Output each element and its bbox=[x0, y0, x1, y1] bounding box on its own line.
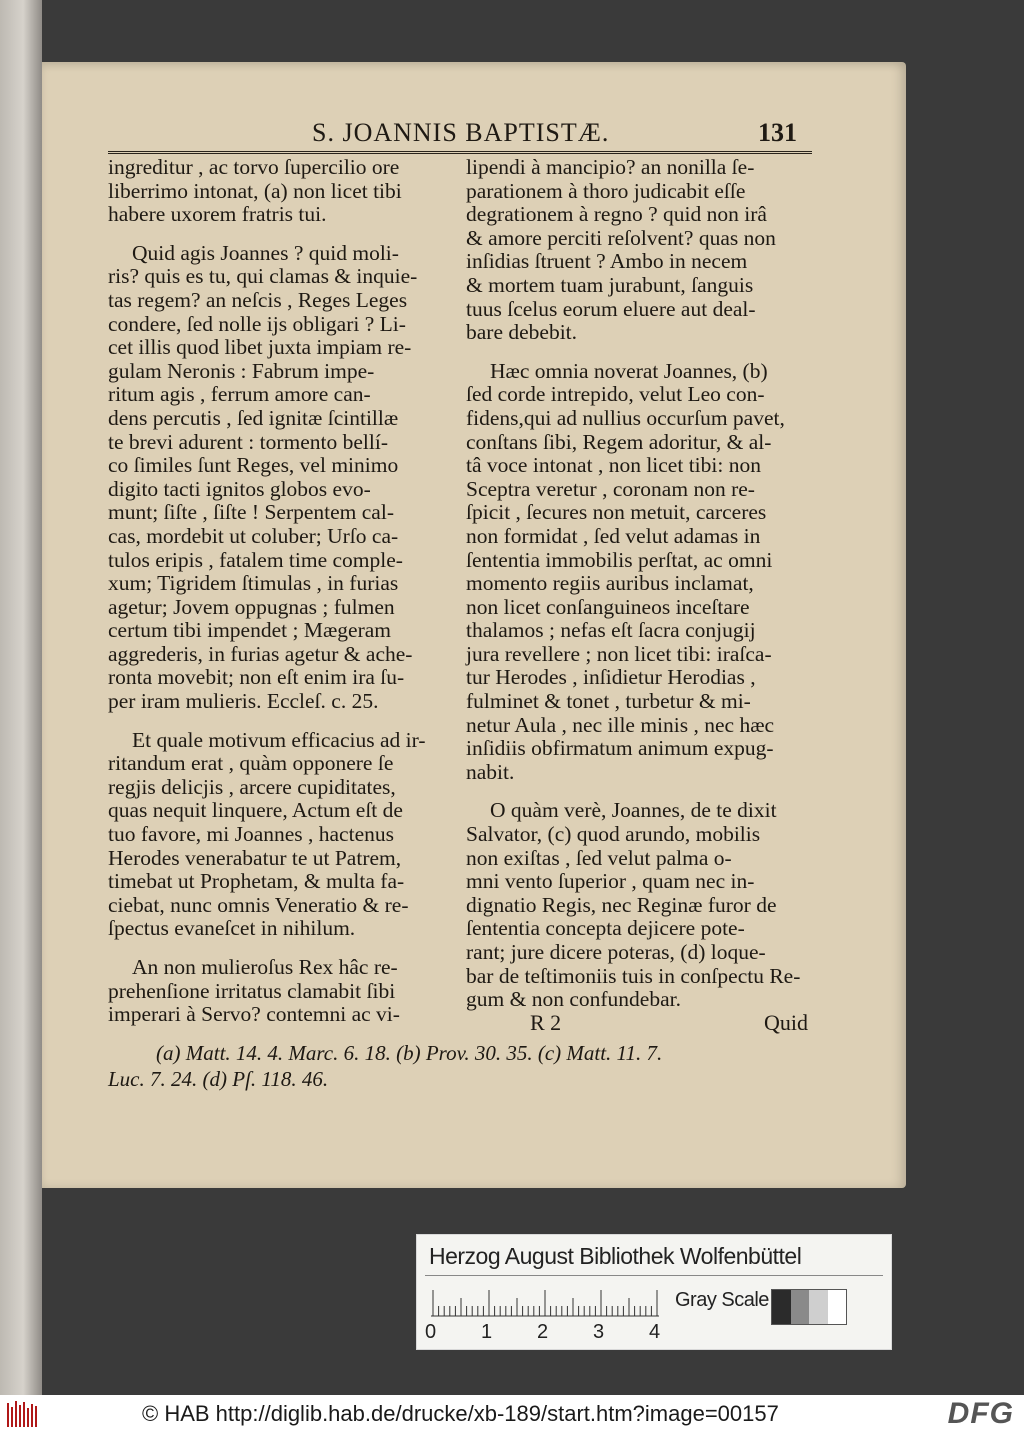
text-line: lipendi à mancipio? an nonilla ſe- bbox=[466, 155, 755, 179]
text-line: xum; Tigridem ſtimulas , in furias bbox=[108, 571, 399, 596]
text-line: O quàm verè, Joannes, de te dixit bbox=[490, 798, 777, 823]
library-color-card bbox=[416, 1234, 892, 1350]
hab-logo-icon bbox=[6, 1399, 40, 1431]
paragraph-gap bbox=[466, 784, 812, 799]
ruler-label: 3 bbox=[593, 1321, 605, 1343]
text-line: agetur; Jovem oppugnas ; fulmen bbox=[108, 594, 395, 619]
text-line: cas, mordebit ut coluber; Urſo ca- bbox=[108, 523, 399, 548]
text-line: ſententia concepta dejicere pote- bbox=[466, 916, 745, 941]
text-line: prehenſione irritatus clamabit ſibi bbox=[108, 978, 396, 1003]
paragraph-gap bbox=[108, 941, 448, 956]
text-line: ſententia immobilis perſtat, ac omni bbox=[466, 547, 773, 572]
catchword: Quid bbox=[764, 1010, 808, 1035]
footnote-line-1: (a) Matt. 14. 4. Marc. 6. 18. (b) Prov. 30. 35. (c) Matt. 11. 7. bbox=[156, 1041, 663, 1065]
text-line: Quid agis Joannes ? quid moli- bbox=[132, 240, 399, 265]
text-line: regjis delicjis , arcere cupiditates, bbox=[108, 774, 396, 799]
text-line: parationem à thoro judicabit eſſe bbox=[466, 178, 746, 203]
ruler-scale bbox=[431, 1287, 661, 1317]
text-line: inſidias ſtruent ? Ambo in necem bbox=[466, 249, 748, 274]
text-line: Sceptra veretur , coronam non re- bbox=[466, 476, 755, 501]
gray-scale-swatches bbox=[771, 1289, 847, 1325]
text-line: ronta movebit; non eſt enim ira ſu- bbox=[108, 665, 405, 690]
text-line: rant; jure dicere poteras, (d) loque- bbox=[466, 940, 766, 964]
text-line: munt; ſiſte , ſiſte ! Serpentem cal- bbox=[108, 500, 394, 525]
text-line: conſtans ſibi, Regem adoritur, & al- bbox=[466, 429, 772, 454]
text-line: gulam Neronis : Fabrum impe- bbox=[108, 358, 375, 383]
text-line: non exiſtas , ſed velut palma o- bbox=[466, 845, 732, 870]
footnote-line-2: Luc. 7. 24. (d) Pſ. 118. 46. bbox=[108, 1067, 329, 1091]
text-line: tas regem? an neſcis , Reges Leges bbox=[108, 287, 408, 312]
text-line: timebat ut Prophetam, & multa fa- bbox=[108, 869, 405, 894]
ruler-label: 4 bbox=[649, 1321, 661, 1343]
text-line: dens percutis , ſed ignitæ ſcintillæ bbox=[108, 405, 399, 430]
text-line: tur Herodes , inſidietur Herodias , bbox=[466, 665, 756, 690]
text-line: tuo favore, mi Joannes , hactenus bbox=[108, 822, 394, 847]
text-line: ingreditur , ac torvo ſupercilio ore bbox=[108, 155, 400, 179]
text-line: habere uxorem fratris tui. bbox=[108, 202, 327, 227]
gray-swatch bbox=[791, 1290, 810, 1324]
signature-mark: R 2 bbox=[530, 1010, 562, 1035]
text-line: digito tacti ignitos globos evo- bbox=[108, 476, 371, 501]
text-column-left bbox=[108, 156, 448, 1027]
paragraph-gap bbox=[108, 227, 448, 242]
book-edge bbox=[0, 0, 42, 1395]
viewer-footer bbox=[0, 1395, 1024, 1436]
text-line: fidens,qui ad nullius occurſum pavet, bbox=[466, 405, 785, 430]
text-line: mni vento ſuperior , quam nec in- bbox=[466, 869, 755, 894]
text-line: ris? quis es tu, qui clamas & inquie- bbox=[108, 264, 418, 289]
text-line: & mortem tuam jurabunt, ſanguis bbox=[466, 272, 754, 297]
text-line: liberrimo intonat, (a) non licet tibi bbox=[108, 178, 402, 203]
card-divider bbox=[425, 1275, 883, 1276]
text-line: fulminet & tonet , turbetur & mi- bbox=[466, 689, 751, 714]
text-line: ciebat, nunc omnis Veneratio & re- bbox=[108, 892, 409, 917]
text-line: Herodes venerabatur te ut Patrem, bbox=[108, 845, 402, 870]
text-line: certum tibi impendet ; Mægeram bbox=[108, 618, 392, 643]
text-line: ritandum erat , quàm opponere ſe bbox=[108, 751, 394, 776]
ruler-label: 1 bbox=[481, 1321, 493, 1343]
text-line: degrationem à regno ? quid non irâ bbox=[466, 202, 767, 227]
text-line: ſpectus evaneſcet in nihilum. bbox=[108, 916, 356, 941]
paragraph-gap bbox=[466, 345, 812, 360]
copyright-url: © HAB http://diglib.hab.de/drucke/xb-189/start.htm?image=00157 bbox=[142, 1401, 779, 1426]
text-line: condere, ſed nolle ijs obligari ? Li- bbox=[108, 311, 406, 336]
header-rule bbox=[108, 151, 812, 154]
text-line: bare debebit. bbox=[466, 320, 578, 345]
text-line: jura revellere ; non licet tibi: iraſca- bbox=[466, 641, 772, 666]
text-line: ritum agis , ferrum amore can- bbox=[108, 382, 371, 407]
library-name: Herzog August Bibliothek Wolfenbüttel bbox=[429, 1243, 802, 1269]
text-line: non licet conſanguineos inceſtare bbox=[466, 594, 750, 619]
text-line: Hæc omnia noverat Joannes, (b) bbox=[490, 358, 768, 383]
text-line: non formidat , ſed velut adamas in bbox=[466, 523, 761, 548]
text-line: inſidiis obfirmatum animum expug- bbox=[466, 736, 774, 761]
text-line: thalamos ; nefas eſt ſacra conjugij bbox=[466, 618, 756, 643]
text-line: momento regiis auribus inclamat, bbox=[466, 571, 754, 596]
page-number: 131 bbox=[758, 118, 797, 147]
gray-swatch bbox=[828, 1290, 847, 1324]
text-line: nabit. bbox=[466, 759, 515, 784]
running-title: S. JOANNIS BAPTISTÆ. bbox=[312, 118, 610, 147]
text-line: tulos eripis , fatalem time comple- bbox=[108, 547, 403, 572]
text-line: bar de teſtimoniis tuis in conſpectu Re- bbox=[466, 963, 801, 988]
text-column-right bbox=[466, 156, 812, 1012]
text-line: Et quale motivum efficacius ad ir- bbox=[132, 727, 426, 752]
text-line: gum & non confundebar. bbox=[466, 987, 681, 1012]
text-line: ſpicit , ſecures non metuit, carceres bbox=[466, 500, 767, 525]
text-line: co ſimiles ſunt Reges, vel minimo bbox=[108, 453, 399, 478]
text-line: aggrederis, in furias agetur & ache- bbox=[108, 641, 413, 666]
text-line: dignatio Regis, nec Reginæ furor de bbox=[466, 892, 777, 917]
paragraph-gap bbox=[108, 714, 448, 729]
text-line: per iram mulieris. Eccleſ. c. 25. bbox=[108, 689, 379, 714]
text-line: imperari à Servo? contemni ac vi- bbox=[108, 1002, 400, 1027]
gray-swatch bbox=[772, 1290, 791, 1324]
text-line: tâ voce intonat , non licet tibi: non bbox=[466, 453, 761, 478]
gray-swatch bbox=[809, 1290, 828, 1324]
text-line: An non mulieroſus Rex hâc re- bbox=[132, 955, 398, 979]
gray-scale-label: Gray Scale bbox=[675, 1289, 769, 1311]
text-line: te brevi adurent : tormento bellí- bbox=[108, 429, 389, 454]
text-line: Salvator, (c) quod arundo, mobilis bbox=[466, 822, 761, 847]
ruler-label: 2 bbox=[537, 1321, 549, 1343]
text-line: quas nequit linquere, Actum eſt de bbox=[108, 798, 403, 823]
text-line: ſed corde intrepido, velut Leo con- bbox=[466, 382, 765, 407]
text-line: cet illis quod libet juxta impiam re- bbox=[108, 335, 412, 360]
text-line: tuus ſcelus eorum eluere aut deal- bbox=[466, 296, 756, 321]
ruler-label: 0 bbox=[425, 1321, 437, 1343]
text-line: & amore perciti reſolvent? quas non bbox=[466, 225, 776, 250]
dfg-logo: DFG bbox=[947, 1397, 1014, 1430]
text-line: netur Aula , nec ille minis , nec hæc bbox=[466, 712, 775, 737]
footnotes bbox=[108, 1040, 814, 1092]
